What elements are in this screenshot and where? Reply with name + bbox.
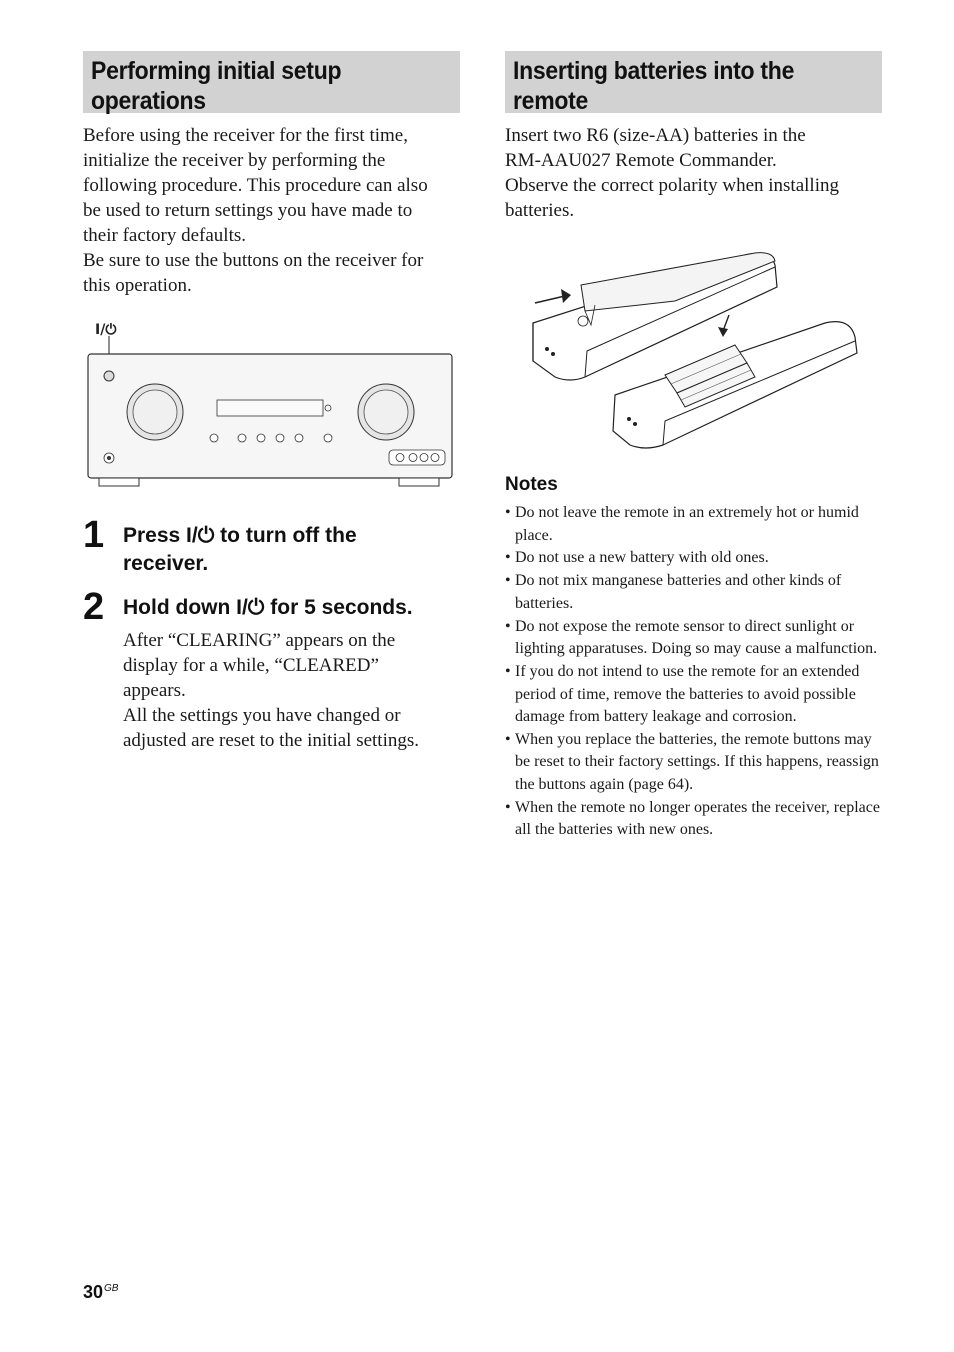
remote-battery-figure <box>525 245 865 455</box>
step-number: 2 <box>83 586 105 628</box>
step-body <box>123 628 463 753</box>
left-column <box>83 51 460 298</box>
intro-line: Insert two R6 (size-AA) batteries in the <box>505 125 806 146</box>
step-title-line: Press I/⏻ to turn off the <box>123 524 357 547</box>
step-title <box>123 594 463 622</box>
section-heading-batteries <box>505 51 882 113</box>
batteries-intro <box>505 123 882 223</box>
note-item: • Do not use a new battery with old ones. <box>505 547 883 570</box>
step-body-line: After “CLEARING” appears on the <box>123 630 396 651</box>
step-body-line: adjusted are reset to the initial settings. <box>123 730 420 751</box>
step-number: 1 <box>83 514 105 556</box>
power-button-label: I/⏻ <box>95 322 117 338</box>
notes-list <box>505 502 883 842</box>
remote-illustration <box>525 245 865 455</box>
intro-line: following procedure. This procedure can also <box>83 175 428 196</box>
page-region: GB <box>104 1283 119 1294</box>
step-2 <box>83 588 460 758</box>
notes-section <box>505 472 883 842</box>
intro-line: Observe the correct polarity when installing <box>505 175 839 196</box>
notes-title: Notes <box>505 474 558 495</box>
intro-paragraph <box>83 123 460 298</box>
intro-line: batteries. <box>505 200 575 221</box>
step-title <box>123 522 463 578</box>
intro-line: Before using the receiver for the first time, <box>83 125 408 146</box>
note-item: • If you do not intend to use the remote for an extended period of time, remove the batteries to avoid possible damage from battery leakage and corrosion. <box>505 661 883 729</box>
display-window <box>217 400 323 416</box>
section-heading-initial-setup <box>83 51 460 113</box>
note-item: • When the remote no longer operates the receiver, replace all the batteries with new ones. <box>505 797 883 842</box>
note-item: • When you replace the batteries, the remote buttons may be reset to their factory settings. If this happens, reassign the buttons again (page 64). <box>505 729 883 797</box>
step-body-line: appears. <box>123 680 186 701</box>
note-item: • Do not leave the remote in an extremely hot or humid place. <box>505 502 883 547</box>
step-body-line: All the settings you have changed or <box>123 705 401 726</box>
page-number-value: 30 <box>83 1282 104 1302</box>
note-item: • Do not expose the remote sensor to direct sunlight or lighting apparatuses. Doing so may cause a malfunction. <box>505 616 883 661</box>
page-number <box>83 1282 118 1303</box>
step-title-line: Hold down I/⏻ for 5 seconds. <box>123 596 413 619</box>
receiver-illustration <box>83 312 460 492</box>
step-1 <box>83 516 460 576</box>
intro-line: Be sure to use the buttons on the receiver for <box>83 250 424 271</box>
receiver-front-panel-figure <box>83 312 460 492</box>
intro-line: be used to return settings you have made to <box>83 200 413 221</box>
step-title-line: receiver. <box>123 552 209 575</box>
section-title: Performing initial setup operations <box>91 57 342 115</box>
right-column <box>505 51 882 223</box>
power-button <box>104 371 114 381</box>
step-body-line: display for a while, “CLEARED” <box>123 655 379 676</box>
intro-line: RM-AAU027 Remote Commander. <box>505 150 777 171</box>
intro-line: this operation. <box>83 275 192 296</box>
note-item: • Do not mix manganese batteries and other kinds of batteries. <box>505 570 883 615</box>
intro-line: initialize the receiver by performing the <box>83 150 386 171</box>
intro-line: their factory defaults. <box>83 225 247 246</box>
section-title: Inserting batteries into the remote <box>513 57 795 115</box>
